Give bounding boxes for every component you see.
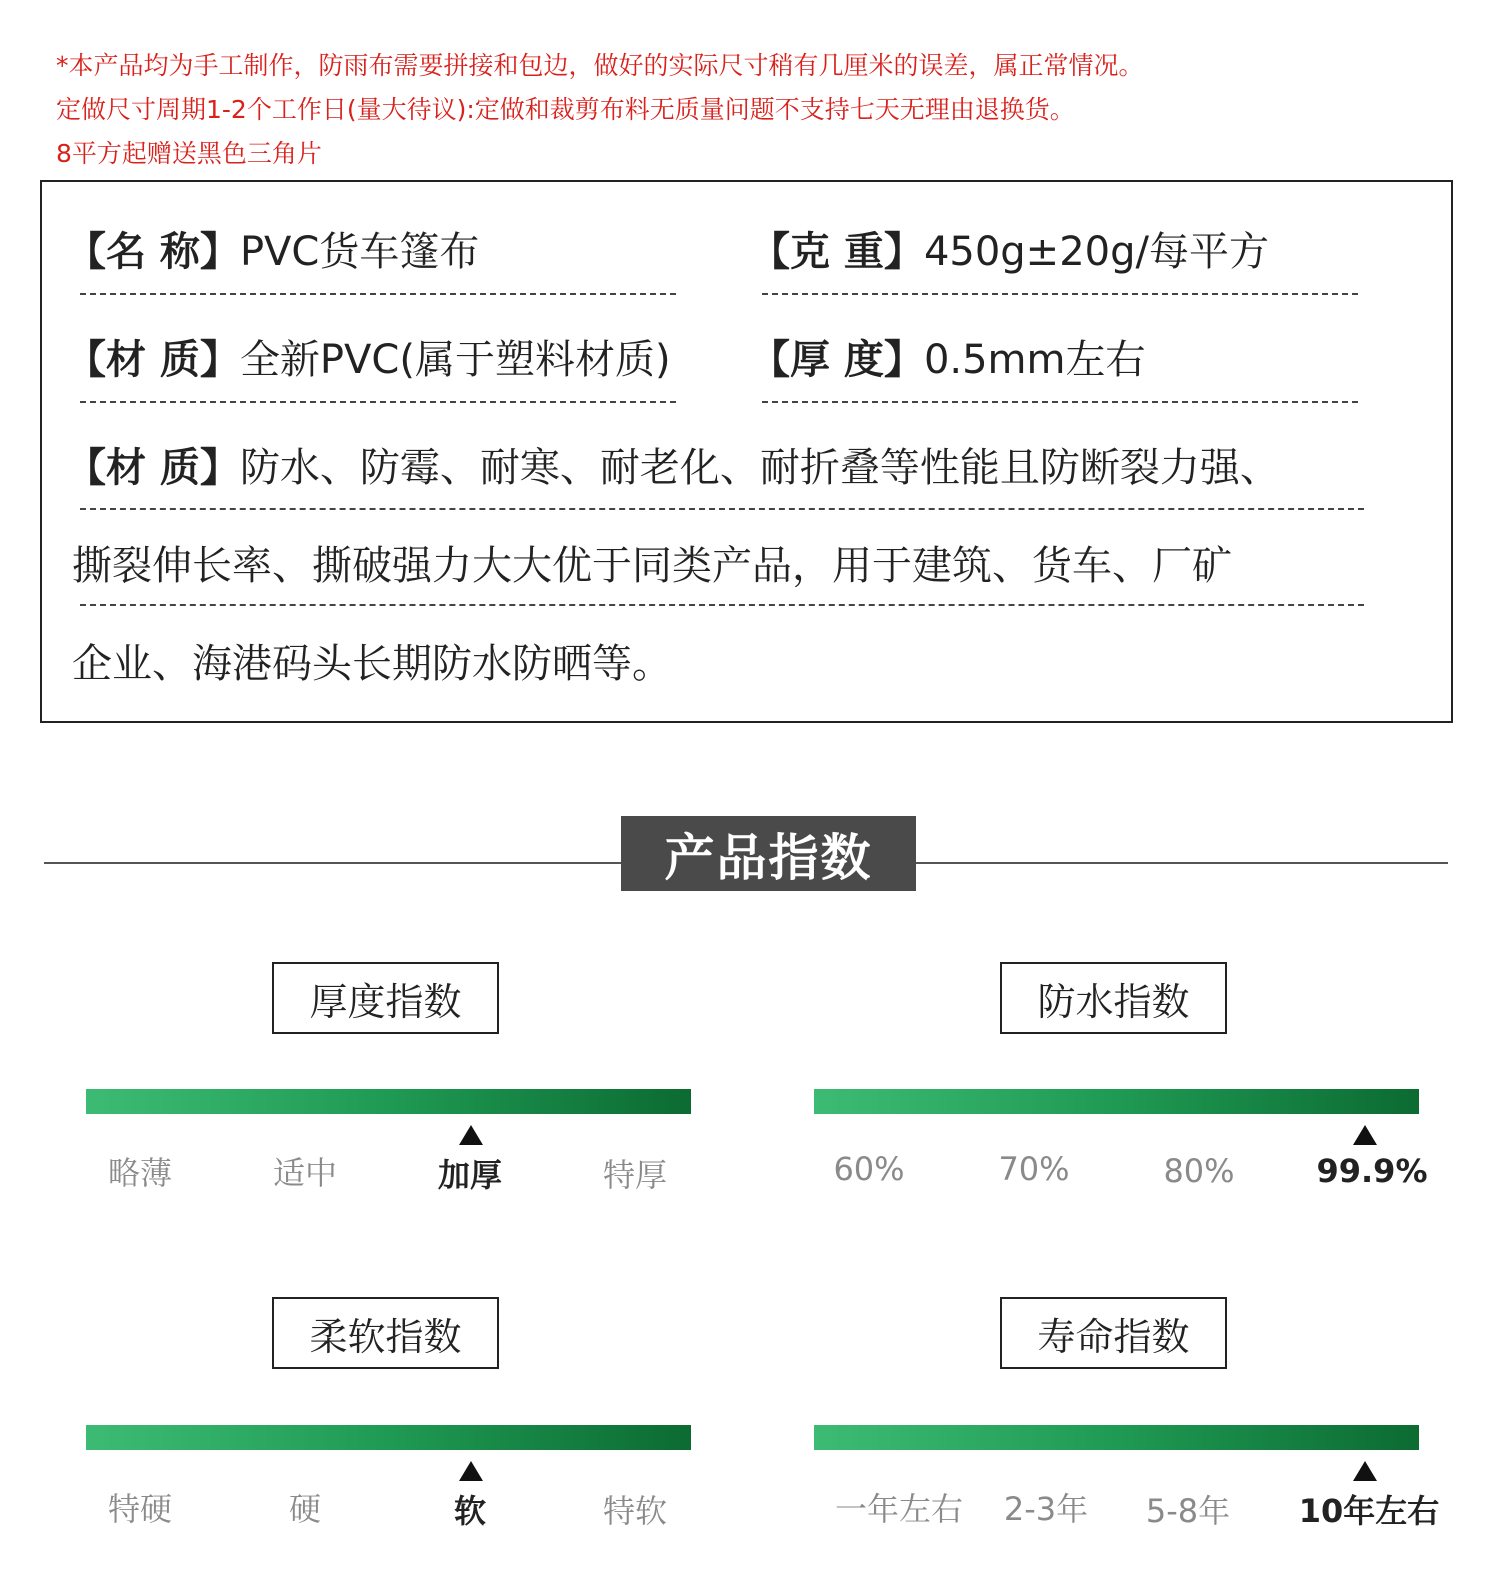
lifespan-tick-3: 5-8年 <box>1145 1492 1231 1530</box>
softness-index-marker-icon <box>459 1461 483 1481</box>
spec-material-key: 【材 质】 <box>66 337 240 383</box>
lifespan-tick-4: 10年左右 <box>1298 1492 1440 1530</box>
spec-weight-key: 【克 重】 <box>750 229 924 275</box>
divider <box>80 508 1364 510</box>
spec-weight-value: 450g±20g/每平方 <box>923 229 1269 275</box>
spec-material <box>66 328 671 385</box>
softness-index-bar <box>86 1425 691 1450</box>
spec-thickness-value: 0.5mm左右 <box>923 337 1146 383</box>
spec-weight <box>750 220 1269 277</box>
thickness-tick-1: 略薄 <box>107 1154 173 1192</box>
lifespan-index-marker-icon <box>1353 1461 1377 1481</box>
softness-tick-4: 特软 <box>602 1492 668 1530</box>
spec-box <box>40 180 1453 723</box>
spec-name-value: PVC货车篷布 <box>239 229 480 275</box>
divider <box>80 401 676 403</box>
spec-name-key: 【名 称】 <box>66 229 240 275</box>
waterproof-index-title: 防水指数 <box>1000 962 1227 1034</box>
spec-description-key: 【材 质】 <box>66 445 240 491</box>
waterproof-tick-2: 70% <box>998 1150 1070 1188</box>
softness-index-title: 柔软指数 <box>272 1297 499 1369</box>
thickness-index-bar <box>86 1089 691 1114</box>
thickness-tick-4: 特厚 <box>602 1156 668 1194</box>
spec-description-text: 防水、防霉、耐寒、耐老化、耐折叠等性能且防断裂力强、 <box>239 445 1280 491</box>
notice-line-1: *本产品均为手工制作，防雨布需要拼接和包边，做好的实际尺寸稍有几厘米的误差，属正常情况。 <box>56 51 1144 80</box>
spec-thickness-key: 【厚 度】 <box>750 337 924 383</box>
waterproof-index-marker-icon <box>1353 1125 1377 1145</box>
notice-line-2: 定做尺寸周期1-2个工作日(量大待议):定做和裁剪布料无质量问题不支持七天无理由退换货。 <box>56 95 1075 124</box>
spec-name <box>66 220 479 277</box>
divider <box>80 604 1364 606</box>
spec-description-line-2: 撕裂伸长率、撕破强力大大优于同类产品，用于建筑、货车、厂矿 <box>72 543 1232 589</box>
waterproof-tick-4: 99.9% <box>1316 1152 1428 1190</box>
thickness-index-marker-icon <box>459 1125 483 1145</box>
waterproof-tick-3: 80% <box>1163 1152 1235 1190</box>
spec-description-line-3: 企业、海港码头长期防水防晒等。 <box>72 641 672 687</box>
waterproof-index-bar <box>814 1089 1419 1114</box>
notice-block <box>56 44 1144 176</box>
divider <box>762 293 1358 295</box>
divider <box>80 293 676 295</box>
thickness-index-title: 厚度指数 <box>272 962 499 1034</box>
lifespan-index-bar <box>814 1425 1419 1450</box>
softness-tick-1: 特硬 <box>107 1490 173 1528</box>
lifespan-tick-1: 一年左右 <box>834 1490 964 1528</box>
waterproof-tick-1: 60% <box>833 1150 905 1188</box>
softness-tick-3: 软 <box>453 1492 487 1530</box>
spec-material-value: 全新PVC(属于塑料材质) <box>239 337 671 383</box>
divider <box>762 401 1358 403</box>
thickness-tick-3: 加厚 <box>437 1156 503 1194</box>
section-title: 产品指数 <box>621 816 916 891</box>
softness-tick-2: 硬 <box>288 1490 322 1528</box>
thickness-tick-2: 适中 <box>272 1154 338 1192</box>
lifespan-index-title: 寿命指数 <box>1000 1297 1227 1369</box>
spec-thickness <box>750 328 1145 385</box>
notice-line-3: 8平方起赠送黑色三角片 <box>56 139 322 168</box>
spec-description-line-1 <box>66 436 1280 493</box>
lifespan-tick-2: 2-3年 <box>1003 1490 1089 1528</box>
